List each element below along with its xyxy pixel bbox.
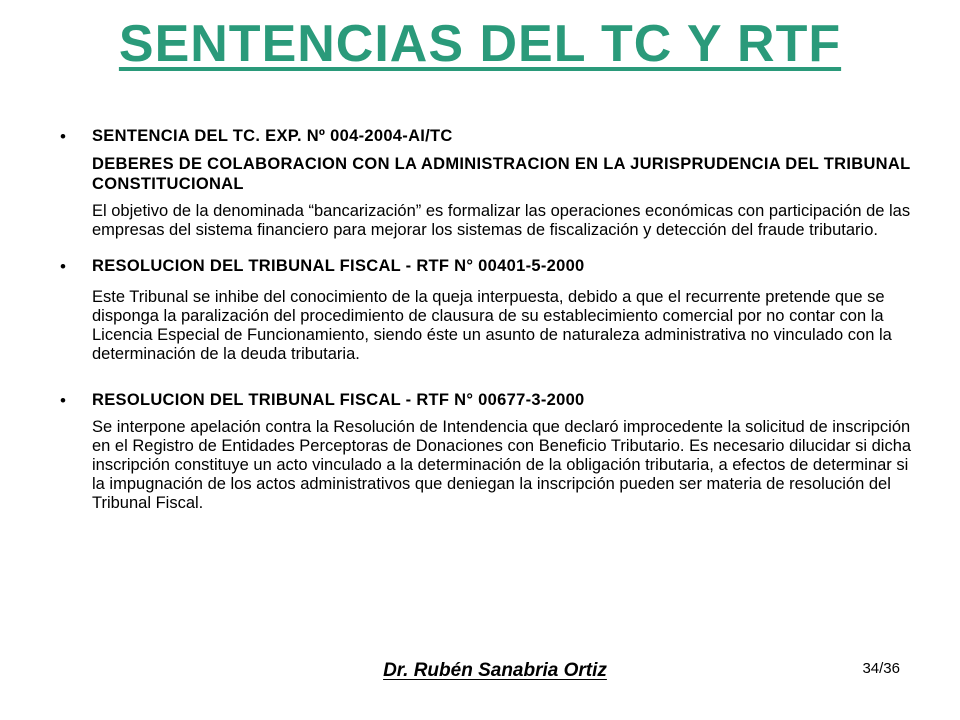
bullet-icon: • bbox=[60, 127, 66, 146]
item-heading: RESOLUCION DEL TRIBUNAL FISCAL - RTF N° 00677-3-2000 bbox=[92, 391, 585, 409]
page-title: SENTENCIAS DEL TC Y RTF bbox=[118, 15, 842, 73]
list-item bbox=[60, 126, 920, 240]
item-heading: SENTENCIA DEL TC. EXP. Nº 004-2004-AI/TC bbox=[92, 127, 453, 145]
footer-author: Dr. Rubén Sanabria Ortiz bbox=[383, 660, 607, 681]
item-subheading: DEBERES DE COLABORACION CON LA ADMINISTRACION EN LA JURISPRUDENCIA DEL TRIBUNAL CONSTITUCIONAL bbox=[92, 155, 911, 193]
item-paragraph: Se interpone apelación contra la Resolución de Intendencia que declaró improcedente la solicitud de inscripción en el Registro de Entidades Perceptoras de Donaciones con Beneficio Tributario. Es necesario dilucidar si dicha inscripción constituye un acto vinculado a la determinación de la obligación tributaria, a efectos de determinar si la impugnación de los actos administrativos que deniegan la inscripción pueden ser materia de resolución del Tribunal Fiscal. bbox=[92, 418, 912, 512]
item-paragraph: Este Tribunal se inhibe del conocimiento de la queja interpuesta, debido a que el recurrente pretende que se disponga la paralización del procedimiento de clausura de su establecimiento comercial por no contar con la Licencia Especial de Funcionamiento, siendo éste un asunto de naturaleza administrativa no vinculado con la determinación de la deuda tributaria. bbox=[92, 288, 892, 363]
item-paragraph: El objetivo de la denominada “bancarización” es formalizar las operaciones económicas con participación de las empresas del sistema financiero para mejorar los sistemas de fiscalización y detección del fraude tributario. bbox=[92, 202, 911, 239]
list-item bbox=[60, 390, 920, 513]
list-item bbox=[60, 256, 920, 364]
bullet-list bbox=[60, 126, 920, 529]
item-heading: RESOLUCION DEL TRIBUNAL FISCAL - RTF N° 00401-5-2000 bbox=[92, 257, 585, 275]
page-number: 34/36 bbox=[862, 660, 900, 677]
bullet-icon: • bbox=[60, 257, 66, 276]
bullet-icon: • bbox=[60, 391, 66, 410]
